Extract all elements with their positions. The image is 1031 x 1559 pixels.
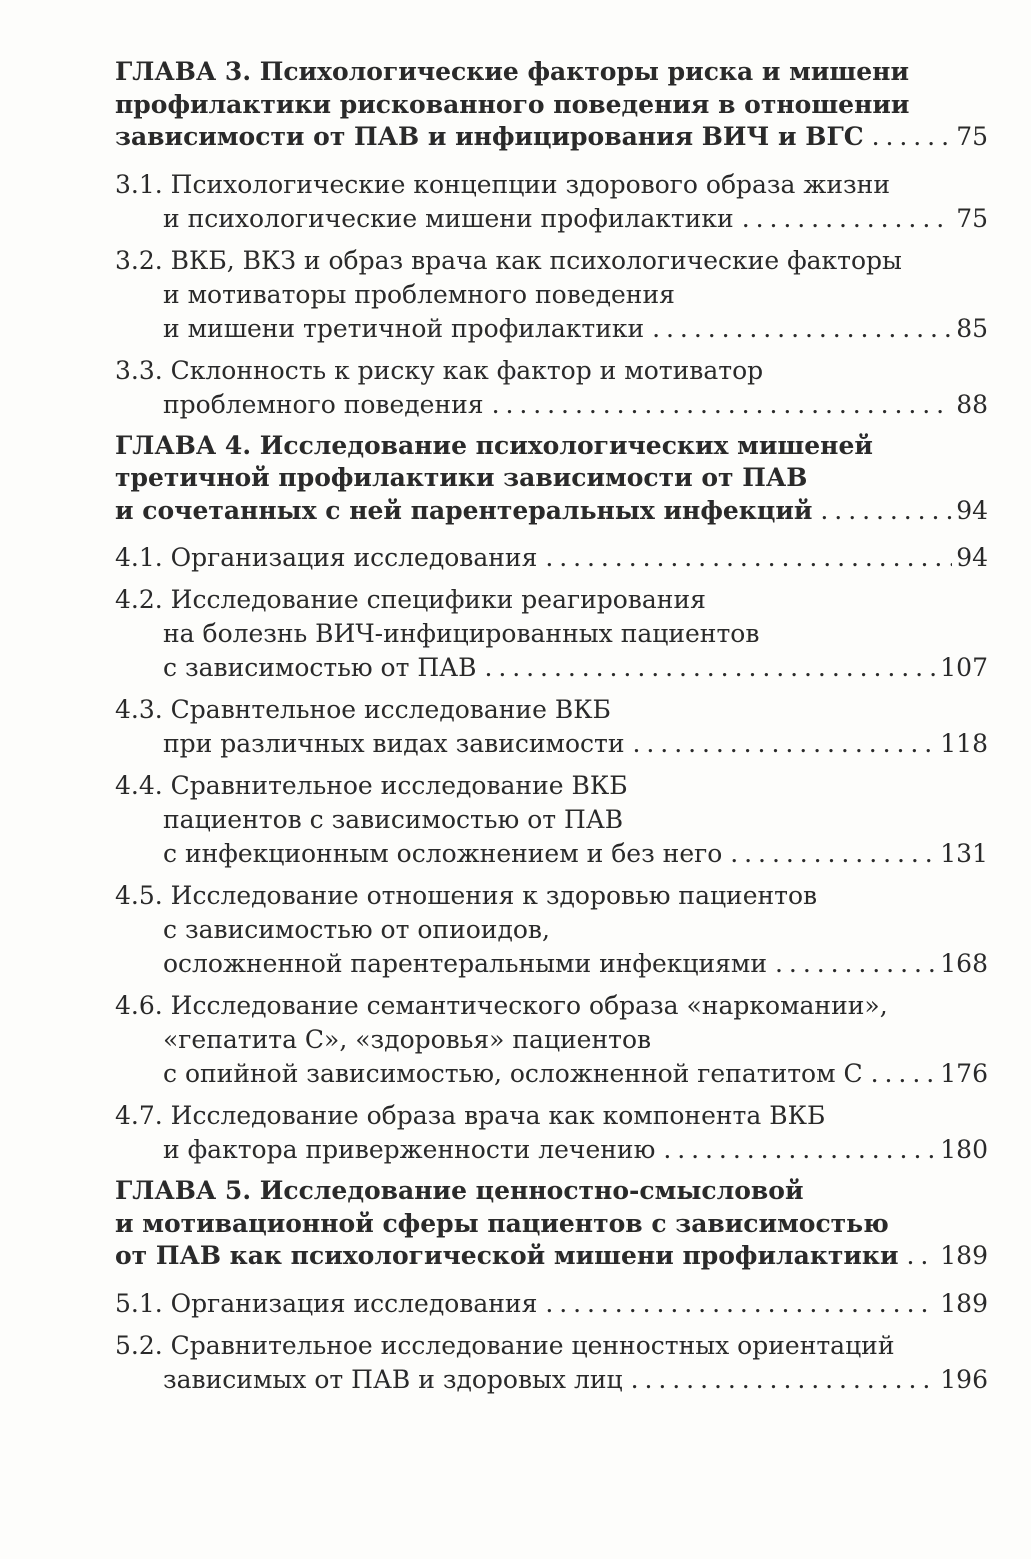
dot-leader [663,1133,936,1167]
chapter-title-line: третичной профилактики зависимости от ПАВ [115,463,808,492]
entry-text: от ПАВ как психологической мишени профилактики [115,1241,899,1270]
section-entry[interactable] [115,693,988,761]
section-title-line: с зависимостью от опиоидов, [163,915,550,944]
section-entry[interactable] [115,354,988,422]
section-title-line: 4.4. Сравнительное исследование ВКБ [115,771,628,800]
toc-entry-last-line [115,1133,988,1167]
page-number: 131 [940,839,988,868]
page-number: 94 [956,543,988,572]
chapter-entry [115,56,988,154]
toc-entry-last-line [115,727,988,761]
toc-entry-last-line [115,541,988,575]
section-title-line: 3.2. ВКБ, ВКЗ и образ врача как психологические факторы [115,245,902,275]
section-entry[interactable] [115,1099,988,1167]
entry-text: 5.1. Организация исследования [115,1288,538,1318]
entry-text: зависимости от ПАВ и инфицирования ВИЧ и ВГС [115,122,864,151]
page-number: 118 [940,729,988,758]
dot-leader [742,202,952,236]
entry-text: зависимых от ПАВ и здоровых лиц [163,1364,623,1394]
entry-text: с зависимостью от ПАВ [163,653,477,682]
toc-entry-last-line [115,121,988,154]
entry-text: 4.1. Организация исследования [115,543,538,572]
dot-leader [492,388,953,422]
page-number: 75 [956,203,988,233]
page-number: 189 [940,1241,988,1270]
chapter-title [115,1175,988,1273]
toc-entry-last-line [115,202,988,236]
section-entry[interactable] [115,879,988,981]
entry-text: и фактора приверженности лечению [163,1135,656,1164]
dot-leader [872,121,953,154]
chapter-title [115,430,988,528]
chapter-title [115,56,988,154]
section-title-line: пациентов с зависимостью от ПАВ [163,805,624,834]
toc-entry-last-line [115,837,988,871]
section-title-line: 3.1. Психологические концепции здорового образа жизни [115,169,891,199]
section-entry[interactable] [115,1287,988,1321]
page-number: 107 [940,653,988,682]
chapter-title-line: и мотивационной сферы пациентов с зависимостью [115,1208,889,1238]
section-entry[interactable] [115,541,988,575]
chapter-entry [115,430,988,528]
dot-leader [730,837,936,871]
chapter-title-line: ГЛАВА 4. Исследование психологических мишеней [115,430,873,460]
section-entry[interactable] [115,244,988,346]
page-number: 88 [956,389,988,419]
page-number: 75 [956,122,988,151]
section-title-line: 4.3. Сравнтельное исследование ВКБ [115,695,611,724]
entry-text: с инфекционным осложнением и без него [163,839,723,868]
dot-leader [631,1363,937,1397]
section-title-line: «гепатита С», «здоровья» пациентов [163,1025,652,1054]
entry-text: и психологические мишени профилактики [163,203,734,233]
dot-leader [484,651,936,685]
toc-entry-last-line [115,947,988,981]
page-number: 85 [956,313,988,343]
entry-text: при различных видах зависимости [163,729,625,758]
entry-text: и мишени третичной профилактики [163,313,645,343]
toc-entry-last-line [115,651,988,685]
section-entry[interactable] [115,168,988,236]
toc-entry-last-line [115,495,988,528]
section-title-line: 4.2. Исследование специфики реагирования [115,585,706,614]
toc-entry-last-line [115,1057,988,1091]
table-of-contents [115,56,988,1405]
dot-leader [652,312,952,346]
dot-leader [907,1240,937,1273]
toc-entry-last-line [115,388,988,422]
toc-entry-last-line [115,1363,988,1397]
dot-leader [545,1287,936,1321]
chapter-title-line: профилактики рискованного поведения в отношении [115,89,910,119]
dot-leader [820,495,952,528]
chapter-title-line: ГЛАВА 3. Психологические факторы риска и мишени [115,57,910,86]
entry-text: осложненной парентеральными инфекциями [163,949,768,978]
toc-entry-last-line [115,1287,988,1321]
section-title-line: 4.7. Исследование образа врача как компонента ВКБ [115,1101,826,1130]
chapter-title-line: ГЛАВА 5. Исследование ценностно-смысловой [115,1176,804,1205]
entry-text: проблемного поведения [163,389,484,419]
section-title-line: 4.6. Исследование семантического образа «наркомании», [115,991,888,1020]
dot-leader [775,947,936,981]
section-entry[interactable] [115,989,988,1091]
section-title-line: 4.5. Исследование отношения к здоровью пациентов [115,881,818,910]
section-title-line: и мотиваторы проблемного поведения [163,279,675,309]
dot-leader [871,1057,937,1091]
entry-text: с опийной зависимостью, осложненной гепатитом С [163,1059,863,1088]
chapter-entry [115,1175,988,1273]
dot-leader [633,727,937,761]
page-number: 196 [940,1364,988,1394]
page-number: 94 [956,495,988,525]
section-entry[interactable] [115,1329,988,1397]
section-entry[interactable] [115,583,988,685]
page-number: 176 [940,1059,988,1088]
section-title-line: 3.3. Склонность к риску как фактор и мотиватор [115,355,764,385]
page-number: 168 [940,949,988,978]
entry-text: и сочетанных с ней парентеральных инфекций [115,495,813,525]
toc-entry-last-line [115,312,988,346]
page-number: 189 [940,1288,988,1318]
section-title-line: 5.2. Сравнительное исследование ценностных ориентаций [115,1330,895,1360]
toc-entry-last-line [115,1240,988,1273]
section-entry[interactable] [115,769,988,871]
section-title-line: на болезнь ВИЧ-инфицированных пациентов [163,619,760,648]
dot-leader [545,541,952,575]
page-number: 180 [940,1135,988,1164]
